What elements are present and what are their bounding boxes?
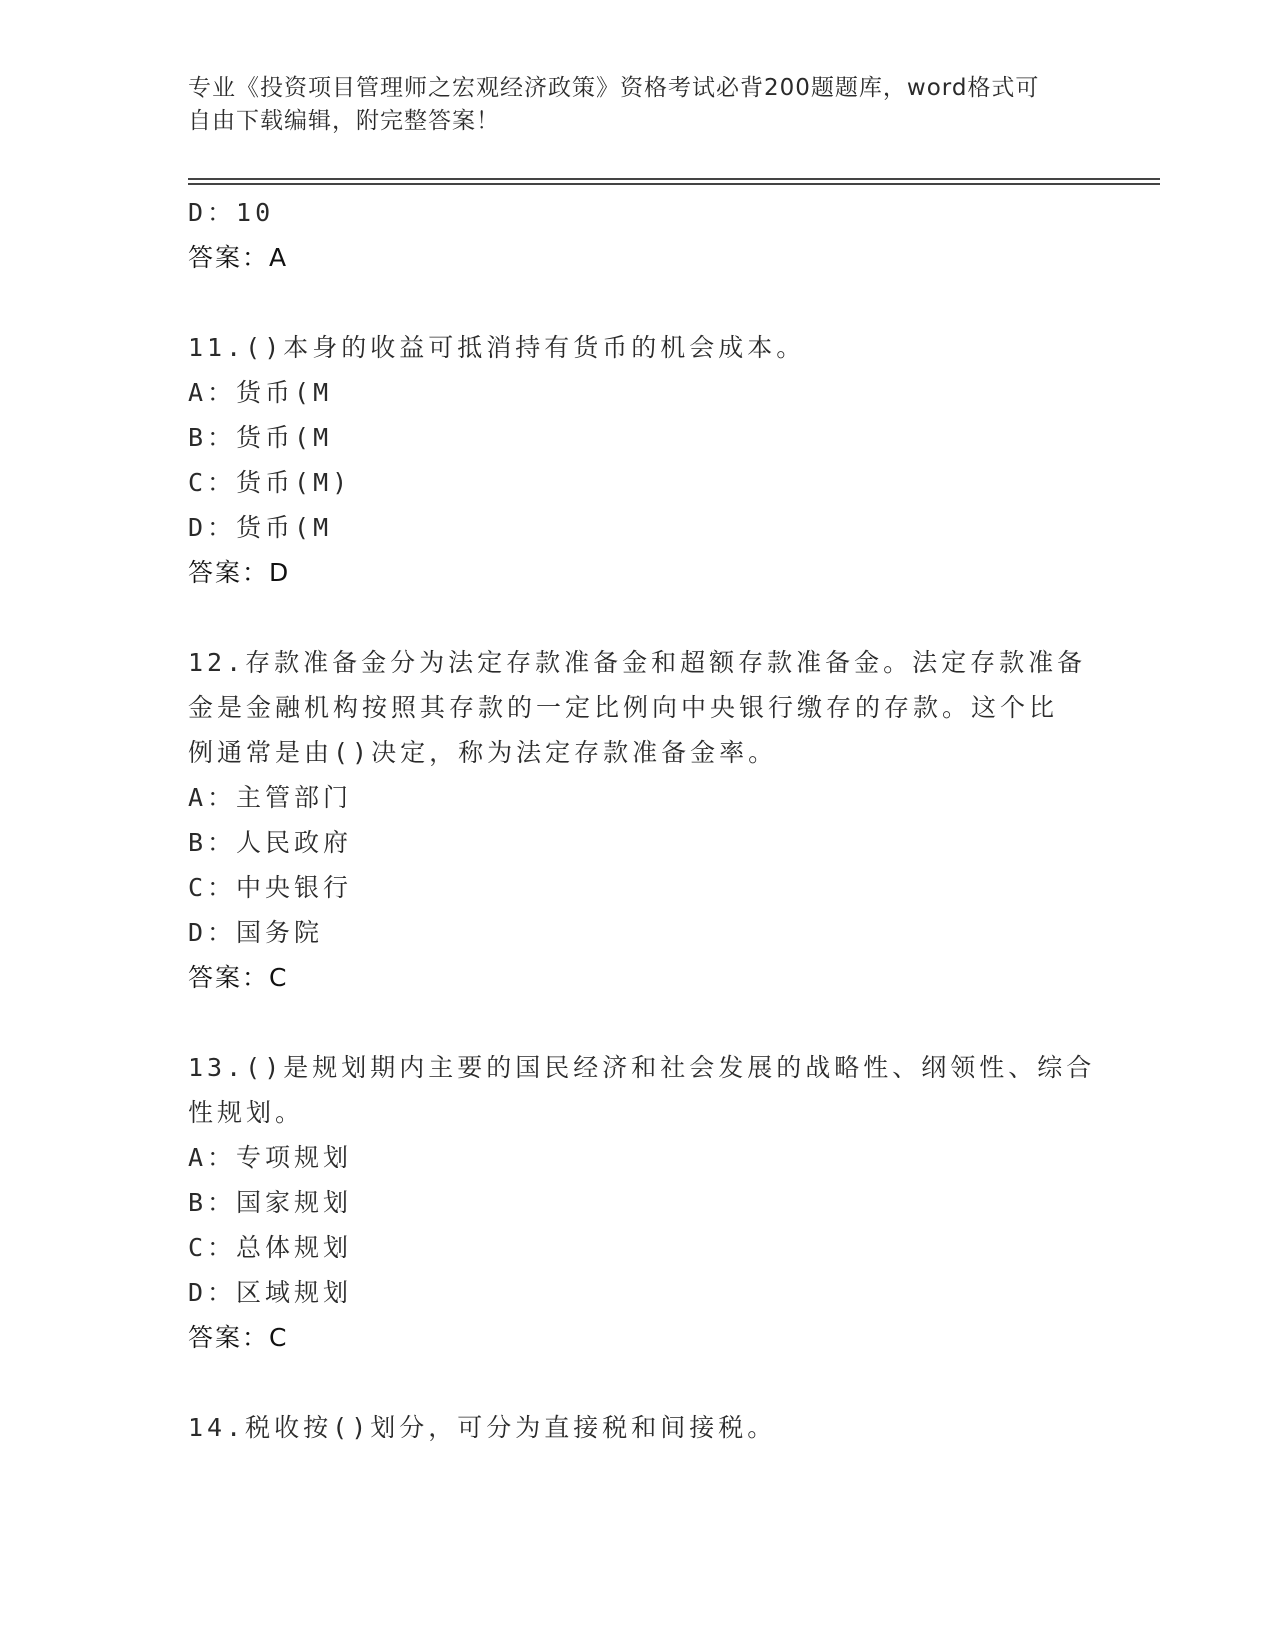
question-text-line: 金是金融机构按照其存款的一定比例向中央银行缴存的存款。这个比 xyxy=(188,693,1059,722)
option-d: D：区域规划 xyxy=(188,1278,353,1307)
option-a: A：专项规划 xyxy=(188,1143,353,1172)
option-d: D：货币(M xyxy=(188,513,333,542)
option-c: C：总体规划 xyxy=(188,1233,353,1262)
document-header xyxy=(188,72,1088,138)
answer-line: 答案：C xyxy=(188,1323,289,1352)
header-divider-bottom xyxy=(188,183,1160,185)
header-line-2: 自由下载编辑，附完整答案！ xyxy=(188,108,500,134)
question-12 xyxy=(188,640,1088,1000)
question-text-line: 11.()本身的收益可抵消持有货币的机会成本。 xyxy=(188,333,806,362)
option-a: A：主管部门 xyxy=(188,783,353,812)
option-b: B：货币(M xyxy=(188,423,333,452)
answer-line: 答案：D xyxy=(188,558,291,587)
option-d: D：10 xyxy=(188,198,275,227)
question-11 xyxy=(188,325,1088,595)
question-text-line: 13.()是规划期内主要的国民经济和社会发展的战略性、纲领性、综合 xyxy=(188,1053,1096,1082)
question-text-line: 性规划。 xyxy=(188,1098,305,1127)
header-line-1: 专业《投资项目管理师之宏观经济政策》资格考试必背200题题库，word格式可 xyxy=(188,75,1040,101)
question-text xyxy=(188,325,1088,370)
question-14 xyxy=(188,1405,1088,1450)
question-text-line: 例通常是由()决定，称为法定存款准备金率。 xyxy=(188,738,778,767)
header-divider-top xyxy=(188,178,1160,180)
option-b: B：人民政府 xyxy=(188,828,353,857)
option-b: B：国家规划 xyxy=(188,1188,353,1217)
question-text xyxy=(188,1045,1096,1135)
option-d: D：国务院 xyxy=(188,918,324,947)
question-text xyxy=(188,1405,1088,1450)
option-c: C：货币(M) xyxy=(188,468,352,497)
question-13 xyxy=(188,1045,1096,1360)
document-body xyxy=(188,190,1096,1450)
option-c: C：中央银行 xyxy=(188,873,353,902)
question-text-line: 12.存款准备金分为法定存款准备金和超额存款准备金。法定存款准备 xyxy=(188,648,1087,677)
answer-line: 答案：A xyxy=(188,243,289,272)
question-text-line: 14.税收按()划分，可分为直接税和间接税。 xyxy=(188,1413,777,1442)
option-a: A：货币(M xyxy=(188,378,333,407)
question-text xyxy=(188,640,1088,775)
previous-question-tail xyxy=(188,190,1088,280)
answer-line: 答案：C xyxy=(188,963,289,992)
